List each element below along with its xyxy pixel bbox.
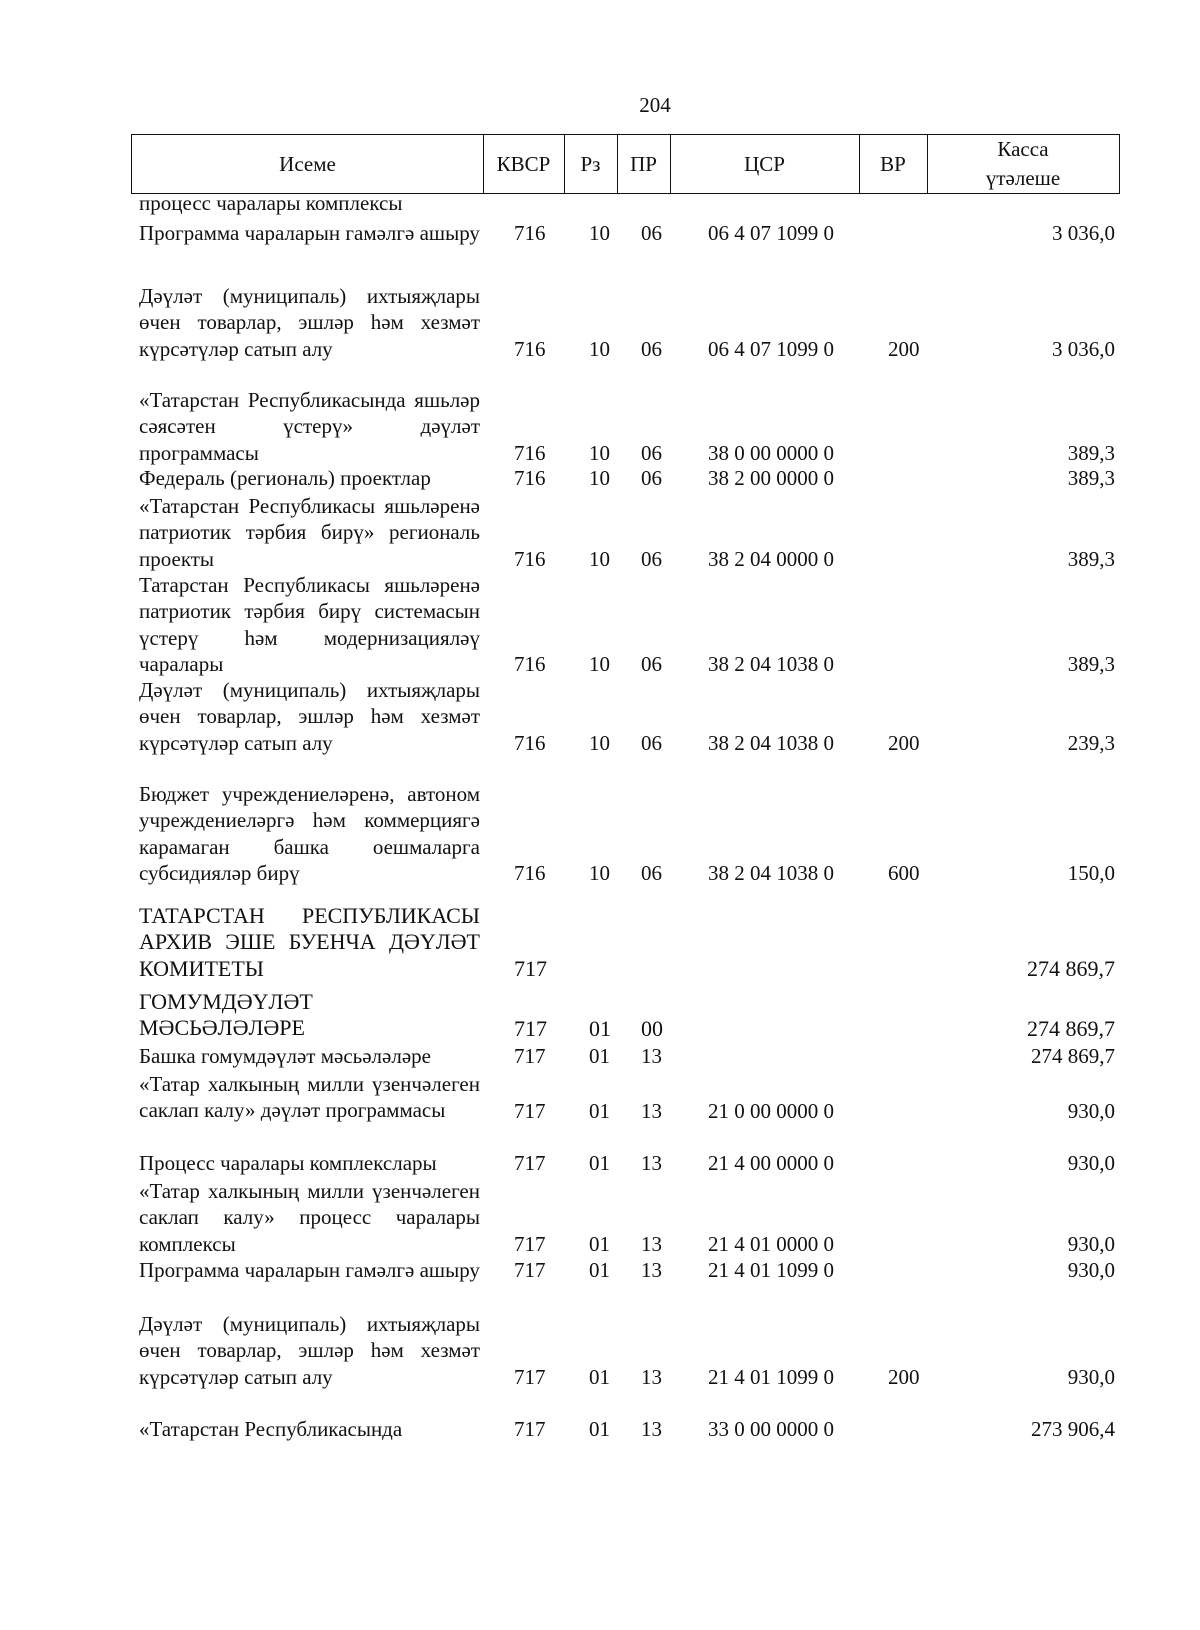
row-name: Дәүләт (муниципаль) ихтыяҗлары өчен товарлар, эшләр һәм хезмәт күрсәтүләр сатып алу: [139, 284, 480, 361]
row-pr: 06: [641, 336, 662, 361]
row-amount: 3 036,0: [1052, 220, 1115, 245]
row-amount: 930,0: [1067, 1231, 1115, 1256]
row-name: Программа чараларын гамәлгә ашыру: [139, 1258, 480, 1282]
row-kvsr: 716: [514, 440, 546, 465]
row-name: «Татарстан Республикасында: [139, 1417, 403, 1441]
row-kvsr: 717: [514, 955, 547, 981]
row-csr: 38 2 00 0000 0: [708, 465, 834, 490]
row-name: Бюджет учреждениеләренә, автоном учреждениеләргә һәм коммерциягә карамаган башка оешмаларга субсидияләр бирү: [139, 782, 480, 885]
row-pr: 13: [641, 1043, 662, 1068]
row-name: Татарстан Республикасы яшьләренә патриотик тәрбия бирү системасын үстерү һәм модернизацияләү чаралары: [139, 573, 480, 676]
row-rz: 01: [589, 1098, 610, 1123]
row-rz: 01: [589, 1364, 610, 1389]
row-vr: 200: [888, 1364, 920, 1389]
table-row: [0, 1178, 1200, 1257]
row-kvsr: 717: [514, 1150, 546, 1175]
row-name: процесс чаралары комплексы: [139, 191, 403, 215]
row-kvsr: 716: [514, 336, 546, 361]
row-kvsr: 716: [514, 465, 546, 490]
table-row: [0, 220, 1200, 246]
row-kvsr: 717: [514, 1416, 546, 1441]
header-rz: Рз: [580, 151, 601, 176]
row-csr: 21 4 01 1099 0: [708, 1257, 834, 1282]
row-name: «Татарстан Республикасында яшьләр сәясәтен үстерү» дәүләт программасы: [139, 388, 480, 465]
row-csr: 21 4 01 0000 0: [708, 1231, 834, 1256]
row-amount: 930,0: [1067, 1150, 1115, 1175]
row-pr: 13: [641, 1231, 662, 1256]
row-pr: 06: [641, 440, 662, 465]
row-amount: 3 036,0: [1052, 336, 1115, 361]
row-rz: 10: [589, 336, 610, 361]
row-rz: 10: [589, 220, 610, 245]
header-amount: Касса үтәлеше: [985, 137, 1061, 190]
row-rz: 10: [589, 546, 610, 571]
table-row: [0, 1416, 1200, 1442]
row-csr: 21 4 00 0000 0: [708, 1150, 834, 1175]
row-pr: 13: [641, 1150, 662, 1175]
header-name: Исеме: [279, 151, 336, 176]
row-kvsr: 717: [514, 1257, 546, 1282]
table-row: [0, 493, 1200, 572]
row-name: ТАТАРСТАН РЕСПУБЛИКАСЫ АРХИВ ЭШЕ БУЕНЧА ДӘҮЛӘТ КОМИТЕТЫ: [139, 903, 480, 981]
row-rz: 10: [589, 730, 610, 755]
row-kvsr: 717: [514, 1043, 546, 1068]
table-row: [0, 677, 1200, 756]
row-name: «Татар халкының милли үзенчәлеген саклап калу» дәүләт программасы: [139, 1072, 480, 1123]
row-rz: 10: [589, 860, 610, 885]
row-amount: 150,0: [1067, 860, 1115, 885]
row-kvsr: 717: [514, 1231, 546, 1256]
table-row: [0, 1311, 1200, 1390]
row-vr: 200: [888, 336, 920, 361]
row-pr: 06: [641, 220, 662, 245]
row-name: Дәүләт (муниципаль) ихтыяҗлары өчен товарлар, эшләр һәм хезмәт күрсәтүләр сатып алу: [139, 678, 480, 755]
row-pr: 13: [641, 1364, 662, 1389]
row-kvsr: 716: [514, 730, 546, 755]
row-amount: 930,0: [1067, 1257, 1115, 1282]
row-amount: 389,3: [1067, 440, 1115, 465]
row-amount: 930,0: [1067, 1364, 1115, 1389]
table-row: [0, 387, 1200, 466]
row-pr: 06: [641, 465, 662, 490]
row-pr: 06: [641, 860, 662, 885]
row-kvsr: 717: [514, 1015, 547, 1041]
row-name: «Татар халкының милли үзенчәлеген саклап калу» процесс чаралары комплексы: [139, 1179, 480, 1256]
row-kvsr: 717: [514, 1098, 546, 1123]
row-csr: 38 2 04 1038 0: [708, 651, 834, 676]
header-csr: ЦСР: [744, 151, 785, 176]
row-pr: 13: [641, 1098, 662, 1123]
row-rz: 10: [589, 440, 610, 465]
row-amount: 274 869,7: [1027, 955, 1115, 981]
row-rz: 01: [589, 1416, 610, 1441]
row-csr: 06 4 07 1099 0: [708, 336, 834, 361]
row-vr: 200: [888, 730, 920, 755]
table-row: [0, 1257, 1200, 1283]
row-name: «Татарстан Республикасы яшьләренә патриотик тәрбия бирү» региональ проекты: [139, 494, 480, 571]
row-amount: 930,0: [1067, 1098, 1115, 1123]
row-amount: 274 869,7: [1031, 1043, 1115, 1068]
row-pr: 06: [641, 730, 662, 755]
row-amount: 239,3: [1067, 730, 1115, 755]
row-csr: 38 2 04 1038 0: [708, 860, 834, 885]
row-rz: 10: [589, 651, 610, 676]
table-row: [0, 781, 1200, 886]
row-rz: 01: [589, 1231, 610, 1256]
row-name: ГОМУМДӘҮЛӘТ МӘСЬӘЛӘЛӘРЕ: [139, 989, 313, 1041]
table-row: [0, 1071, 1200, 1124]
row-csr: 21 4 01 1099 0: [708, 1364, 834, 1389]
row-rz: 01: [589, 1150, 610, 1175]
row-csr: 06 4 07 1099 0: [708, 220, 834, 245]
row-csr: 38 2 04 1038 0: [708, 730, 834, 755]
row-csr: 21 0 00 0000 0: [708, 1098, 834, 1123]
row-name: Башка гомумдәүләт мәсьәләләре: [139, 1044, 431, 1068]
row-amount: 389,3: [1067, 465, 1115, 490]
table-row: [0, 283, 1200, 362]
table-row: [0, 190, 1200, 216]
row-vr: 600: [888, 860, 920, 885]
row-kvsr: 716: [514, 220, 546, 245]
header-pr: ПР: [630, 151, 657, 176]
row-rz: 10: [589, 465, 610, 490]
row-amount: 273 906,4: [1031, 1416, 1115, 1441]
row-rz: 01: [589, 1043, 610, 1068]
row-amount: 389,3: [1067, 651, 1115, 676]
row-pr: 00: [641, 1015, 663, 1041]
row-kvsr: 716: [514, 651, 546, 676]
table-row: [0, 1150, 1200, 1176]
row-amount: 274 869,7: [1027, 1015, 1115, 1041]
table-row: [0, 989, 1200, 1042]
row-pr: 06: [641, 651, 662, 676]
row-kvsr: 716: [514, 546, 546, 571]
header-vr: ВР: [880, 151, 906, 176]
table-row: [0, 903, 1200, 982]
row-csr: 33 0 00 0000 0: [708, 1416, 834, 1441]
row-name: Программа чараларын гамәлгә ашыру: [139, 221, 480, 245]
row-pr: 13: [641, 1257, 662, 1282]
row-pr: 06: [641, 546, 662, 571]
table-row: [0, 1043, 1200, 1069]
row-amount: 389,3: [1067, 546, 1115, 571]
row-name: Дәүләт (муниципаль) ихтыяҗлары өчен товарлар, эшләр һәм хезмәт күрсәтүләр сатып алу: [139, 1312, 480, 1389]
row-pr: 13: [641, 1416, 662, 1441]
row-csr: 38 2 04 0000 0: [708, 546, 834, 571]
header-kvsr: КВСР: [496, 151, 551, 176]
row-csr: 38 0 00 0000 0: [708, 440, 834, 465]
row-rz: 01: [589, 1015, 611, 1041]
row-rz: 01: [589, 1257, 610, 1282]
table-row: [0, 465, 1200, 491]
row-kvsr: 716: [514, 860, 546, 885]
page-number: 204: [639, 93, 671, 117]
row-name: Процесс чаралары комплекслары: [139, 1151, 437, 1175]
row-kvsr: 717: [514, 1364, 546, 1389]
table-row: [0, 572, 1200, 677]
row-name: Федераль (региональ) проектлар: [139, 466, 431, 490]
